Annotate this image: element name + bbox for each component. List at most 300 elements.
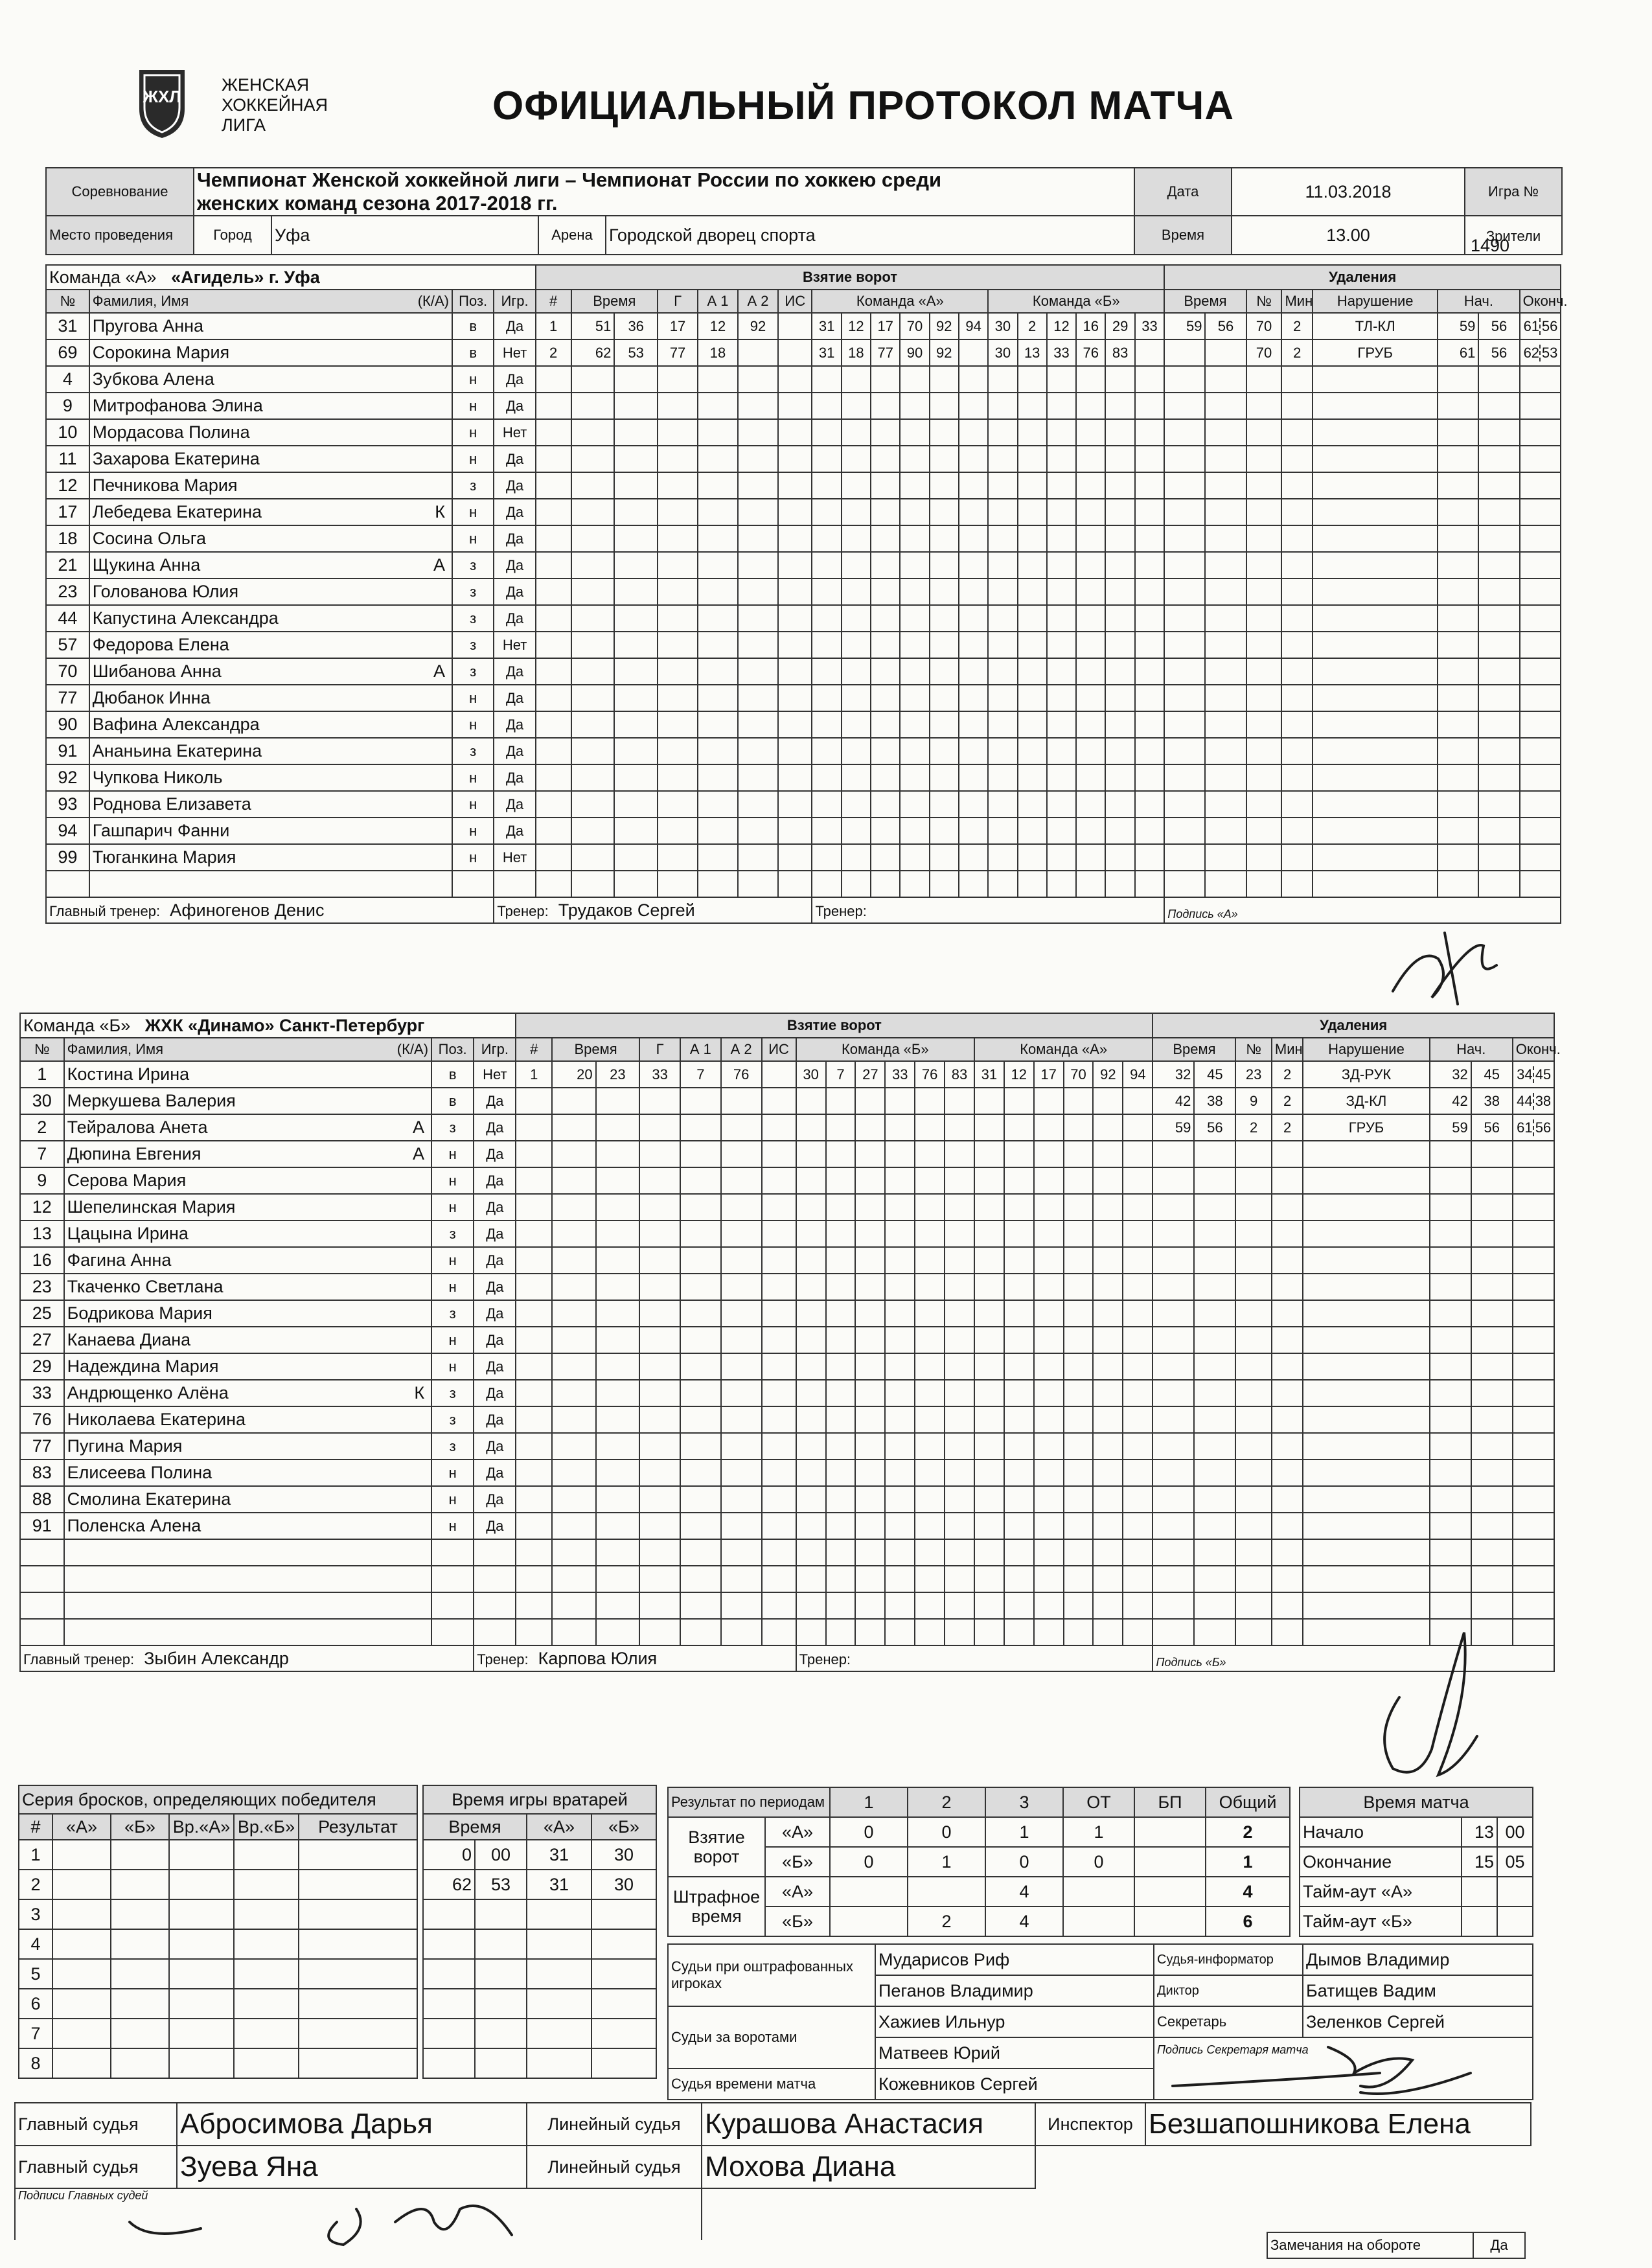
penalty-second: 38 <box>1194 1088 1235 1114</box>
col-situation: ИС <box>778 290 812 313</box>
penalty-start-min: 32 <box>1430 1061 1471 1088</box>
player-name: Канаева Диана <box>67 1330 191 1349</box>
player-position: з <box>431 1406 474 1433</box>
player-number: 33 <box>20 1380 64 1406</box>
match-time-minute: 05 <box>1497 1847 1533 1877</box>
team_a-coach2-cell <box>812 897 1164 923</box>
team_b-title-cell <box>20 1013 516 1038</box>
goal-opp-player: 13 <box>1018 339 1047 366</box>
goal-assist2: 92 <box>738 313 778 339</box>
match-time-label: Тайм-аут «Б» <box>1300 1907 1462 1936</box>
table-row <box>46 499 1561 525</box>
col-pen-offense: Нарушение <box>1313 290 1438 313</box>
match-time-hour: 15 <box>1462 1847 1497 1877</box>
goal-opp-player: 33 <box>1047 339 1076 366</box>
player-played: Да <box>474 1274 516 1300</box>
goalie-b: 30 <box>591 1840 656 1870</box>
shootout-col: Вр.«Б» <box>234 1814 299 1840</box>
col-number: № <box>20 1038 64 1061</box>
league-logo <box>133 63 191 141</box>
player-position: в <box>452 313 494 339</box>
shootout-row-number: 5 <box>19 1959 52 1989</box>
col-goal-scorer: Г <box>639 1038 680 1061</box>
table-row <box>20 1327 1554 1353</box>
penalty-end-sec: 56 <box>1535 1119 1552 1136</box>
team_a-signature-cell <box>1164 897 1561 923</box>
player-played: Нет <box>474 1061 516 1088</box>
player-played: Да <box>474 1141 516 1167</box>
period-value <box>1134 1847 1206 1877</box>
league-name-line3: ЛИГА <box>222 115 266 135</box>
penalty-start-min: 59 <box>1430 1114 1471 1141</box>
col-pen-end: Оконч. <box>1513 1038 1554 1061</box>
game-no-label: Игра № <box>1465 168 1562 216</box>
penalty-end-min: 34 <box>1513 1066 1534 1083</box>
player-played: Да <box>494 711 535 738</box>
player-name-cell <box>89 499 452 525</box>
player-position: з <box>431 1433 474 1460</box>
remarks-value: Да <box>1473 2232 1525 2258</box>
player-number: 13 <box>20 1220 64 1247</box>
penalty-end-cell <box>1513 1088 1554 1114</box>
period-value <box>1134 1907 1206 1936</box>
player-played: Да <box>494 818 535 844</box>
period-value: 0 <box>830 1847 908 1877</box>
player-number: 16 <box>20 1247 64 1274</box>
penalty-minute: 59 <box>1153 1114 1194 1141</box>
team_b-coach-cell <box>474 1645 796 1671</box>
player-number: 11 <box>46 446 89 472</box>
table-row <box>19 1989 417 2019</box>
player-number: 23 <box>46 578 89 605</box>
player-name: Поленска Алена <box>67 1516 201 1535</box>
col-pen-time: Время <box>1164 290 1246 313</box>
team_b-label: Команда «Б» <box>23 1015 131 1035</box>
goalie-col-b: «Б» <box>591 1814 656 1840</box>
player-name: Надеждина Мария <box>67 1357 219 1376</box>
player-number: 77 <box>46 685 89 711</box>
player-position: н <box>452 393 494 419</box>
inspector-name: Безшапошникова Елена <box>1145 2103 1531 2146</box>
player-played: Да <box>494 764 535 791</box>
penalty-end-min: 44 <box>1513 1093 1534 1110</box>
player-name: Мордасова Полина <box>92 422 250 442</box>
coach2-label: Тренер: <box>799 1651 851 1667</box>
team_b-head-coach-cell <box>20 1645 474 1671</box>
player-role: К <box>414 1383 425 1403</box>
goal-own-player: 77 <box>871 339 900 366</box>
table-row <box>20 1566 1554 1592</box>
player-played: Да <box>494 605 535 632</box>
player-name-cell <box>64 1167 431 1194</box>
team-b-section <box>19 1013 1561 1783</box>
inspector-label: Инспектор <box>1035 2103 1145 2146</box>
player-number: 77 <box>20 1433 64 1460</box>
player-position: в <box>431 1061 474 1088</box>
penalty-judge-2: Пеганов Владимир <box>875 1975 1154 2006</box>
match-time-label: Тайм-аут «А» <box>1300 1877 1462 1907</box>
player-number: 12 <box>20 1194 64 1220</box>
goal-situation <box>778 339 812 366</box>
penalty-offense: ГРУБ <box>1313 339 1438 366</box>
player-name: Шибанова Анна <box>92 661 222 681</box>
player-played: Да <box>474 1353 516 1380</box>
player-played: Да <box>474 1460 516 1486</box>
col-ka: (К/А) <box>396 1041 429 1057</box>
goal-own-player: 83 <box>945 1061 974 1088</box>
goalie-time-title: Время игры вратарей <box>423 1785 656 1814</box>
player-name: Смолина Екатерина <box>67 1489 231 1509</box>
table-row <box>20 1460 1554 1486</box>
player-position: н <box>431 1194 474 1220</box>
linesman-1: Курашова Анастасия <box>702 2103 1035 2146</box>
remarks-box <box>1267 2232 1526 2259</box>
col-own-line: Команда «Б» <box>796 1038 974 1061</box>
col-own-line: Команда «А» <box>812 290 988 313</box>
shootout-col: «А» <box>52 1814 111 1840</box>
player-played: Да <box>494 552 535 578</box>
table-row <box>423 1870 656 1899</box>
table-row <box>20 1513 1554 1539</box>
player-name-cell <box>89 313 452 339</box>
secretary-signature <box>1166 2034 1477 2105</box>
col-goal-number: # <box>536 290 571 313</box>
col-assist2: А 2 <box>721 1038 762 1061</box>
penalty-offense: ЗД-РУК <box>1303 1061 1430 1088</box>
table-row <box>46 393 1561 419</box>
penalty-minutes: 2 <box>1281 313 1313 339</box>
goal-opp-player: 30 <box>988 313 1017 339</box>
table-row <box>668 1817 1290 1847</box>
period-value: 0 <box>1063 1847 1134 1877</box>
player-name: Щукина Анна <box>92 555 201 575</box>
goal-own-player: 7 <box>826 1061 856 1088</box>
player-played: Да <box>474 1300 516 1327</box>
table-row <box>19 1899 417 1929</box>
match-time-label: Окончание <box>1300 1847 1462 1877</box>
period-col: 2 <box>908 1787 985 1817</box>
col-pen-end: Оконч. <box>1520 290 1561 313</box>
period-value <box>830 1907 908 1936</box>
player-number: 91 <box>46 738 89 764</box>
col-played: Игр. <box>474 1038 516 1061</box>
league-name-line1: ЖЕНСКАЯ <box>222 75 310 95</box>
table-row <box>20 1619 1554 1645</box>
period-value: 1 <box>1063 1817 1134 1847</box>
player-role: А <box>413 1117 425 1137</box>
referee-signatures <box>123 2183 544 2254</box>
col-assist1: А 1 <box>680 1038 721 1061</box>
player-position: з <box>452 658 494 685</box>
team_a-name: «Агидель» г. Уфа <box>171 267 320 287</box>
shootout-row-number: 4 <box>19 1929 52 1959</box>
period-value <box>908 1877 985 1907</box>
player-name-cell <box>89 658 452 685</box>
player-name-cell <box>89 525 452 552</box>
goal-number: 1 <box>516 1061 552 1088</box>
head-coach-name: Зыбин Александр <box>144 1648 289 1668</box>
shootout-row-number: 8 <box>19 2048 52 2078</box>
player-name-cell <box>64 1114 431 1141</box>
player-number: 94 <box>46 818 89 844</box>
goal-own-player: 92 <box>930 339 959 366</box>
player-played: Да <box>474 1247 516 1274</box>
goal-opp-player: 2 <box>1018 313 1047 339</box>
col-goal-number: # <box>516 1038 552 1061</box>
secretary-label: Секретарь <box>1154 2006 1303 2037</box>
shootout-row-number: 3 <box>19 1899 52 1929</box>
player-played: Да <box>494 366 535 393</box>
player-number: 27 <box>20 1327 64 1353</box>
spectators-value: 1490 <box>1471 236 1510 255</box>
player-name: Меркушева Валерия <box>67 1091 236 1110</box>
player-position: з <box>431 1300 474 1327</box>
col-position: Поз. <box>431 1038 474 1061</box>
match-time-minute <box>1497 1907 1533 1936</box>
player-position: н <box>452 499 494 525</box>
table-row <box>19 2019 417 2048</box>
goal-second: 36 <box>614 313 658 339</box>
period-value: 4 <box>1206 1877 1290 1907</box>
table-row <box>46 871 1561 897</box>
player-number: 93 <box>46 791 89 818</box>
penalty-minutes: 2 <box>1272 1088 1303 1114</box>
player-number: 17 <box>46 499 89 525</box>
period-value <box>1063 1907 1134 1936</box>
team_a-goals-header: Взятие ворот <box>536 265 1165 290</box>
goal-opp-player: 92 <box>1093 1061 1123 1088</box>
team_a-title-cell <box>46 265 536 290</box>
goal-assist1: 12 <box>698 313 738 339</box>
shootout-col: «Б» <box>111 1814 169 1840</box>
period-value: 1 <box>1206 1847 1290 1877</box>
player-played: Да <box>474 1406 516 1433</box>
penalty-player: 70 <box>1246 339 1282 366</box>
period-value: 2 <box>1206 1817 1290 1847</box>
player-played: Да <box>494 393 535 419</box>
goal-judge-1: Хажиев Ильнур <box>875 2006 1154 2037</box>
competition-name <box>194 168 1134 216</box>
col-name-cell <box>64 1038 431 1061</box>
period-team: «А» <box>765 1817 830 1847</box>
goal-judge-2: Матвеев Юрий <box>875 2037 1154 2068</box>
table-row <box>20 1592 1554 1619</box>
secretary-name: Зеленков Сергей <box>1303 2006 1533 2037</box>
player-name-cell <box>89 818 452 844</box>
player-played: Да <box>474 1194 516 1220</box>
penalty-second: 56 <box>1194 1114 1235 1141</box>
player-number: 83 <box>20 1460 64 1486</box>
player-name-cell <box>64 1460 431 1486</box>
goal-own-player: 31 <box>812 339 841 366</box>
penalty-player: 70 <box>1246 313 1282 339</box>
match-time-hour: 13 <box>1462 1817 1497 1847</box>
timekeeper-label: Судья времени матча <box>668 2068 875 2100</box>
period-row-label: Взятие ворот <box>668 1817 765 1877</box>
goal-own-player: 12 <box>842 313 871 339</box>
goal-own-player: 17 <box>871 313 900 339</box>
player-number: 9 <box>20 1167 64 1194</box>
player-role: А <box>433 661 445 681</box>
col-situation: ИС <box>762 1038 796 1061</box>
player-name: Роднова Елизавета <box>92 794 251 814</box>
player-position: н <box>431 1274 474 1300</box>
col-goal-time: Время <box>571 290 658 313</box>
player-number: 10 <box>46 419 89 446</box>
player-played: Нет <box>494 632 535 658</box>
table-row <box>46 685 1561 711</box>
player-position: з <box>431 1114 474 1141</box>
team_b-penalties-header: Удаления <box>1153 1013 1554 1038</box>
table-row <box>20 1353 1554 1380</box>
head-coach-label: Главный тренер: <box>23 1651 135 1667</box>
player-played: Нет <box>494 419 535 446</box>
player-played: Да <box>494 499 535 525</box>
goal-own-player <box>959 339 988 366</box>
player-name: Елисеева Полина <box>67 1463 212 1482</box>
penalty-start-min: 59 <box>1438 313 1478 339</box>
city-value: Уфа <box>271 216 538 255</box>
player-position: з <box>431 1220 474 1247</box>
player-name: Захарова Екатерина <box>92 449 260 468</box>
player-position: в <box>431 1088 474 1114</box>
linesman-label-1: Линейный судья <box>527 2103 702 2146</box>
player-position: н <box>452 366 494 393</box>
referee-1: Абросимова Дарья <box>177 2103 527 2146</box>
competition-label: Соревнование <box>46 168 194 216</box>
goal-opp-player: 29 <box>1105 313 1134 339</box>
goal-own-player: 90 <box>900 339 929 366</box>
penalty-player: 9 <box>1235 1088 1272 1114</box>
period-value: 2 <box>908 1907 985 1936</box>
table-row <box>20 1167 1554 1194</box>
player-position: н <box>452 525 494 552</box>
match-time-label: Начало <box>1300 1817 1462 1847</box>
goal-own-player: 27 <box>855 1061 885 1088</box>
player-name-cell <box>64 1327 431 1353</box>
player-played: Да <box>474 1327 516 1353</box>
player-name: Костина Ирина <box>67 1064 190 1084</box>
table-row <box>20 1539 1554 1566</box>
col-played: Игр. <box>494 290 535 313</box>
team_a-roster-table <box>45 264 1568 924</box>
player-played: Да <box>494 685 535 711</box>
player-name-cell <box>64 1220 431 1247</box>
player-position: н <box>431 1513 474 1539</box>
penalty-start-sec: 56 <box>1471 1114 1513 1141</box>
player-name: Гашпарич Фанни <box>92 821 230 840</box>
timekeeper-name: Кожевников Сергей <box>875 2068 1154 2100</box>
player-played: Да <box>494 472 535 499</box>
player-name-cell <box>89 685 452 711</box>
col-opp-line: Команда «Б» <box>988 290 1164 313</box>
goalie-minute: 62 <box>423 1870 475 1899</box>
player-name-cell <box>89 446 452 472</box>
player-number: 70 <box>46 658 89 685</box>
team-b-signature <box>1360 1620 1490 1788</box>
player-played: Да <box>494 446 535 472</box>
remarks-label: Замечания на обороте <box>1267 2232 1473 2258</box>
table-row <box>19 1870 417 1899</box>
period-team: «Б» <box>765 1907 830 1936</box>
player-position: з <box>452 605 494 632</box>
player-number: 23 <box>20 1274 64 1300</box>
player-name: Голованова Юлия <box>92 582 239 601</box>
penalty-end-cell <box>1513 1114 1554 1141</box>
goal-minute: 51 <box>571 313 615 339</box>
col-number: № <box>46 290 89 313</box>
penalty-start-sec: 45 <box>1471 1061 1513 1088</box>
goal-own-player: 33 <box>885 1061 915 1088</box>
goal-number: 2 <box>536 339 571 366</box>
player-position: з <box>452 578 494 605</box>
player-position: н <box>431 1327 474 1353</box>
table-row <box>46 578 1561 605</box>
coach2-label: Тренер: <box>815 902 867 919</box>
table-row <box>46 738 1561 764</box>
spectators-label: Зрители <box>1486 227 1541 244</box>
player-number: 30 <box>20 1088 64 1114</box>
penalty-end-min: 61 <box>1513 1119 1534 1136</box>
goal-second: 23 <box>596 1061 640 1088</box>
competition-line2: женских команд сезона 2017-2018 гг. <box>197 192 558 214</box>
period-value: 4 <box>985 1877 1063 1907</box>
period-col: 3 <box>985 1787 1063 1817</box>
player-name: Зубкова Алена <box>92 369 214 389</box>
table-row <box>46 605 1561 632</box>
player-name: Цацына Ирина <box>67 1224 189 1243</box>
period-col: Общий <box>1206 1787 1290 1817</box>
team-sign-label: Подпись «А» <box>1167 908 1238 921</box>
referee-2: Зуева Яна <box>177 2146 527 2188</box>
penalty-second <box>1205 339 1246 366</box>
table-row <box>1300 1847 1533 1877</box>
player-name-cell <box>89 738 452 764</box>
player-number: 31 <box>46 313 89 339</box>
player-played: Да <box>494 791 535 818</box>
player-role: А <box>413 1144 425 1163</box>
col-pen-min: Мин <box>1272 1038 1303 1061</box>
player-number: 99 <box>46 844 89 871</box>
venue-label: Место проведения <box>46 216 194 255</box>
goal-assist1: 18 <box>698 339 738 366</box>
col-goal-time: Время <box>552 1038 639 1061</box>
table-row <box>668 1877 1290 1907</box>
player-name: Чупкова Николь <box>92 768 223 787</box>
time-value: 13.00 <box>1232 216 1465 255</box>
team_a-penalties-header: Удаления <box>1164 265 1561 290</box>
penalty-judge-1: Мударисов Риф <box>875 1944 1154 1975</box>
player-name-cell <box>89 791 452 818</box>
player-name-cell <box>64 1088 431 1114</box>
player-number: 1 <box>20 1061 64 1088</box>
penalty-minutes: 2 <box>1281 339 1313 366</box>
shootout-col: Вр.«А» <box>169 1814 234 1840</box>
match-time-minute: 00 <box>1497 1817 1533 1847</box>
player-position: н <box>431 1167 474 1194</box>
table-row <box>46 791 1561 818</box>
player-name-cell <box>89 419 452 446</box>
penalty-second: 56 <box>1205 313 1246 339</box>
col-pen-time: Время <box>1153 1038 1235 1061</box>
col-goal-scorer: Г <box>658 290 698 313</box>
penalty-start-sec: 56 <box>1478 313 1519 339</box>
penalty-judges-label: Судьи при оштрафованных игроках <box>668 1944 875 2006</box>
penalty-player: 2 <box>1235 1114 1272 1141</box>
periods-title: Результат по периодам <box>668 1787 830 1817</box>
player-played: Да <box>474 1380 516 1406</box>
player-name-cell <box>89 632 452 658</box>
